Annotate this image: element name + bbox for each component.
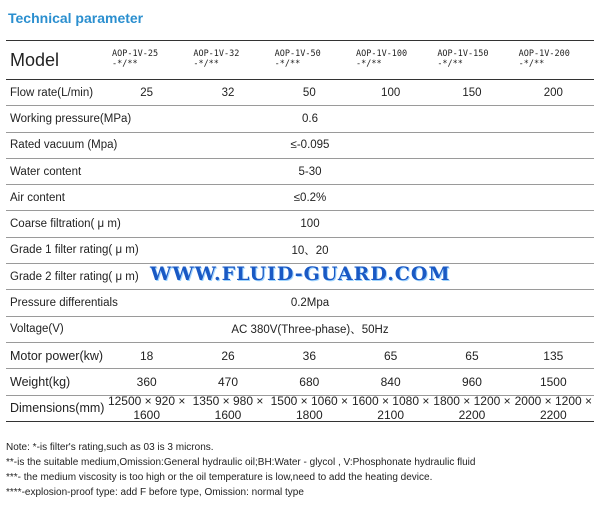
merged-value: 0.6 — [302, 112, 318, 125]
model-suffix: -*/** — [274, 59, 301, 69]
notes — [6, 440, 596, 500]
cell-value: 12500 × 920 × 1600 — [107, 394, 186, 423]
cell-value: 1350 × 980 × 1600 — [192, 394, 264, 423]
model-name: AOP-1V-100 — [355, 49, 408, 59]
cell-value: 2000 × 1200 × 2200 — [514, 394, 593, 423]
model-label: Model — [10, 50, 60, 70]
table-header-row — [6, 41, 594, 80]
model-column — [513, 49, 594, 69]
table-row-weight — [6, 369, 594, 395]
merged-value: ≤-0.095 — [290, 139, 330, 152]
table-row-coarse-filtration — [6, 211, 594, 237]
cell-value: 135 — [543, 348, 564, 363]
table-row-rated-vacuum — [6, 133, 594, 159]
cell-value: 680 — [299, 374, 320, 389]
row-values — [106, 394, 594, 422]
row-values — [106, 375, 594, 389]
table-row-dimensions — [6, 396, 594, 421]
row-label: Working pressure(MPa) — [10, 112, 132, 125]
table-row-motor-power — [6, 343, 594, 369]
row-label: Coarse filtration( μ m) — [10, 218, 121, 231]
merged-value: 10、20 — [291, 245, 329, 258]
page-title: Technical parameter — [8, 10, 144, 26]
merged-value: 100 — [300, 218, 320, 231]
row-label: Grade 1 filter rating( μ m) — [10, 244, 139, 257]
cell-value: 200 — [543, 86, 563, 99]
model-columns — [106, 41, 594, 69]
cell-value: 100 — [381, 86, 401, 99]
spec-table — [6, 40, 594, 422]
row-label: Pressure differentials — [10, 297, 118, 310]
table-row-working-pressure — [6, 106, 594, 132]
note-line: ****-explosion-proof type: add F before type, Omission: normal type — [6, 487, 304, 498]
note-line: **-is the suitable medium,Omission:General hydraulic oil;BH:Water - glycol , V:Phosphonate hydraulic fluid — [6, 457, 476, 468]
row-label: Water content — [10, 165, 82, 178]
model-name: AOP-1V-25 — [112, 49, 159, 59]
row-label: Voltage(V) — [10, 323, 64, 336]
model-suffix: -*/** — [112, 59, 138, 69]
model-column — [269, 49, 350, 69]
cell-value: 960 — [461, 374, 482, 389]
cell-value: 65 — [465, 348, 479, 363]
row-values — [106, 349, 594, 363]
merged-value: 5-30 — [298, 165, 322, 178]
model-column — [106, 49, 187, 69]
row-label: Dimensions(mm) — [10, 401, 105, 416]
model-suffix: -*/** — [193, 59, 219, 69]
row-label: Flow rate(L/min) — [10, 86, 94, 99]
table-row-water-content — [6, 159, 594, 185]
cell-value: 1800 × 1200 × 2200 — [433, 394, 511, 423]
note-line: Note: *-is filter's rating,such as 03 is 3 microns. — [6, 442, 214, 453]
cell-value: 65 — [383, 348, 398, 363]
cell-value: 32 — [221, 86, 235, 99]
model-suffix: -*/** — [518, 59, 545, 69]
row-label: Weight(kg) — [10, 374, 71, 389]
table-row-pressure-differentials — [6, 290, 594, 316]
cell-value: 1500 × 1060 × 1800 — [270, 394, 349, 423]
table-row-flow-rate — [6, 80, 594, 106]
cell-value: 360 — [136, 374, 157, 389]
watermark: WWW.FLUID-GUARD.COM — [150, 263, 451, 285]
model-column — [431, 49, 512, 69]
model-name: AOP-1V-200 — [518, 49, 570, 59]
merged-value: 0.2Mpa — [290, 297, 330, 310]
model-column — [350, 49, 431, 69]
merged-value: AC 380V(Three-phase)、50Hz — [231, 324, 389, 337]
row-label: Motor power(kw) — [10, 348, 104, 363]
cell-value: 25 — [140, 86, 154, 99]
row-label: Rated vacuum (Mpa) — [10, 139, 118, 152]
model-name: AOP-1V-50 — [274, 49, 321, 59]
merged-value: ≤0.2% — [293, 191, 327, 204]
model-suffix: -*/** — [355, 59, 382, 69]
cell-value: 50 — [302, 86, 316, 99]
model-suffix: -*/** — [437, 59, 463, 69]
note-line: ***- the medium viscosity is too high or the oil temperature is low,need to add the heating device. — [6, 472, 433, 483]
table-row-air-content — [6, 185, 594, 211]
cell-value: 26 — [221, 348, 235, 363]
table-row-grade1-filter — [6, 238, 594, 264]
cell-value: 150 — [462, 86, 482, 99]
row-label: Air content — [10, 191, 65, 204]
model-column — [187, 49, 268, 69]
cell-value: 1600 × 1080 × 2100 — [351, 394, 430, 423]
model-name: AOP-1V-150 — [437, 49, 489, 59]
cell-value: 840 — [380, 374, 401, 389]
row-label: Grade 2 filter rating( μ m) — [10, 270, 139, 283]
model-name: AOP-1V-32 — [193, 49, 240, 59]
row-values — [106, 87, 594, 99]
table-row-voltage — [6, 317, 594, 343]
cell-value: 1500 — [539, 374, 567, 389]
cell-value: 470 — [217, 374, 238, 389]
cell-value: 36 — [302, 348, 316, 363]
cell-value: 18 — [139, 348, 154, 363]
